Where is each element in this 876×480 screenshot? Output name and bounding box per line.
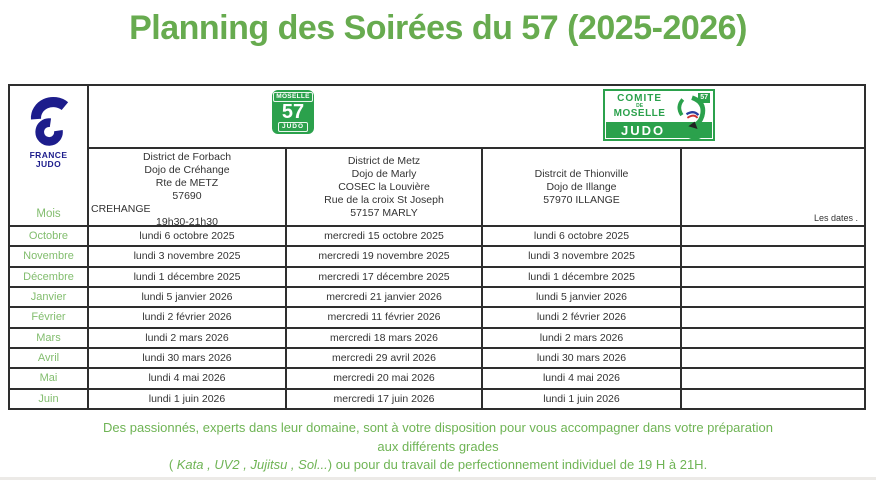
comite-logo-text xyxy=(605,91,674,121)
month-header-label: Mois xyxy=(36,208,61,220)
district-address-line: 57970 ILLANGE xyxy=(543,193,620,206)
district-address-line: COSEC la Louvière xyxy=(338,180,430,193)
date-cell-thionville: lundi 3 novembre 2025 xyxy=(481,245,680,265)
district-address-line: District de Forbach xyxy=(142,151,232,163)
date-cell-metz: mercredi 20 mai 2026 xyxy=(285,367,481,387)
planning-table xyxy=(8,84,866,410)
footer-note xyxy=(0,419,876,475)
district-header-thionville xyxy=(481,147,680,225)
logos-row xyxy=(87,86,864,147)
district-address-line: Rte de METZ xyxy=(155,177,219,189)
date-cell-forbach: lundi 4 mai 2026 xyxy=(87,367,285,387)
footer-line3 xyxy=(0,456,876,475)
date-cell-forbach: lundi 3 novembre 2025 xyxy=(87,245,285,265)
date-cell-extra xyxy=(680,225,864,245)
month-label: Novembre xyxy=(10,245,87,265)
footer-line3-italic: Kata , UV2 , Jujitsu , Sol... xyxy=(176,457,328,472)
date-cell-forbach: lundi 1 juin 2026 xyxy=(87,388,285,408)
comite-57-badge: 57 xyxy=(700,94,708,101)
page-title: Planning des Soirées du 57 (2025-2026) xyxy=(129,9,747,47)
date-cell-thionville: lundi 30 mars 2026 xyxy=(481,347,680,367)
date-cell-thionville: lundi 1 décembre 2025 xyxy=(481,266,680,286)
footer-line1: Des passionnés, experts dans leur domaine, sont à votre disposition pour vous accompagner dans votre préparation xyxy=(103,420,773,435)
date-cell-forbach: lundi 5 janvier 2026 xyxy=(87,286,285,306)
footer-line3-prefix: ( xyxy=(168,457,177,472)
judoka-figure-icon xyxy=(673,94,711,140)
date-cell-metz: mercredi 19 novembre 2025 xyxy=(285,245,481,265)
france-judo-line2: JUDO xyxy=(35,159,62,169)
month-label: Avril xyxy=(10,347,87,367)
moselle-57-judo-logo xyxy=(272,90,314,134)
date-cell-metz: mercredi 17 décembre 2025 xyxy=(285,266,481,286)
comite-line2: DE xyxy=(636,102,644,109)
district-address-line: Distrcit de Thionville xyxy=(534,167,629,180)
comite-band-label: JUDO xyxy=(621,122,666,138)
district-time-label: 19h30-21h30 xyxy=(156,216,218,228)
date-cell-extra xyxy=(680,245,864,265)
date-cell-extra xyxy=(680,327,864,347)
district-header-metz xyxy=(285,147,481,225)
month-column-header xyxy=(10,86,87,225)
comite-line1: COMITE xyxy=(617,92,662,104)
month-label: Octobre xyxy=(10,225,87,245)
date-cell-metz: mercredi 17 juin 2026 xyxy=(285,388,481,408)
comite-moselle-judo-logo xyxy=(603,89,715,141)
france-judo-wordmark xyxy=(30,151,68,169)
district-overflow-line: CREHANGE xyxy=(91,203,151,215)
month-label: Janvier xyxy=(10,286,87,306)
date-cell-forbach: lundi 1 décembre 2025 xyxy=(87,266,285,286)
date-cell-thionville: lundi 4 mai 2026 xyxy=(481,367,680,387)
moselle-logo-bottom-label: JUDO xyxy=(278,122,308,132)
dates-note: Les dates . xyxy=(813,213,858,223)
month-label: Décembre xyxy=(10,266,87,286)
date-cell-forbach: lundi 2 mars 2026 xyxy=(87,327,285,347)
france-judo-line1: FRANCE xyxy=(29,150,68,160)
date-cell-metz: mercredi 15 octobre 2025 xyxy=(285,225,481,245)
date-cell-forbach: lundi 30 mars 2026 xyxy=(87,347,285,367)
district-address-line: District de Metz xyxy=(347,154,421,167)
date-cell-forbach: lundi 6 octobre 2025 xyxy=(87,225,285,245)
date-cell-thionville: lundi 5 janvier 2026 xyxy=(481,286,680,306)
district-address-line: 57157 MARLY xyxy=(350,206,418,219)
month-label: Mars xyxy=(10,327,87,347)
month-label: Mai xyxy=(10,367,87,387)
date-cell-thionville: lundi 2 février 2026 xyxy=(481,306,680,326)
france-judo-icon xyxy=(27,96,71,148)
date-cell-forbach: lundi 2 février 2026 xyxy=(87,306,285,326)
date-cell-thionville: lundi 2 mars 2026 xyxy=(481,327,680,347)
date-cell-extra xyxy=(680,388,864,408)
district-address-line: Dojo de Illange xyxy=(546,180,617,193)
date-cell-thionville: lundi 6 octobre 2025 xyxy=(481,225,680,245)
moselle-logo-top-label: MOSELLE xyxy=(273,92,313,102)
date-cell-extra xyxy=(680,367,864,387)
district-header-forbach xyxy=(87,147,285,228)
date-cell-thionville: lundi 1 juin 2026 xyxy=(481,388,680,408)
district-address-line: Rue de la croix St Joseph xyxy=(324,193,444,206)
district-header-empty xyxy=(680,147,864,225)
month-label: Juin xyxy=(10,388,87,408)
footer-line2: aux différents grades xyxy=(377,438,499,454)
date-cell-metz: mercredi 29 avril 2026 xyxy=(285,347,481,367)
date-cell-metz: mercredi 11 février 2026 xyxy=(285,306,481,326)
date-cell-metz: mercredi 21 janvier 2026 xyxy=(285,286,481,306)
date-cell-extra xyxy=(680,347,864,367)
date-cell-extra xyxy=(680,286,864,306)
district-address-line: Dojo de Marly xyxy=(351,167,417,180)
moselle-logo-number: 57 xyxy=(281,101,305,123)
footer-line3-suffix: ) ou pour du travail de perfectionnement individuel de 19 H à 21H. xyxy=(327,457,708,472)
month-label: Février xyxy=(10,306,87,326)
district-address-line: 57690 xyxy=(172,190,202,202)
date-cell-extra xyxy=(680,306,864,326)
district-address-line: Dojo de Créhange xyxy=(144,164,230,176)
date-cell-metz: mercredi 18 mars 2026 xyxy=(285,327,481,347)
date-cell-extra xyxy=(680,266,864,286)
comite-line3: MOSELLE xyxy=(613,107,666,119)
